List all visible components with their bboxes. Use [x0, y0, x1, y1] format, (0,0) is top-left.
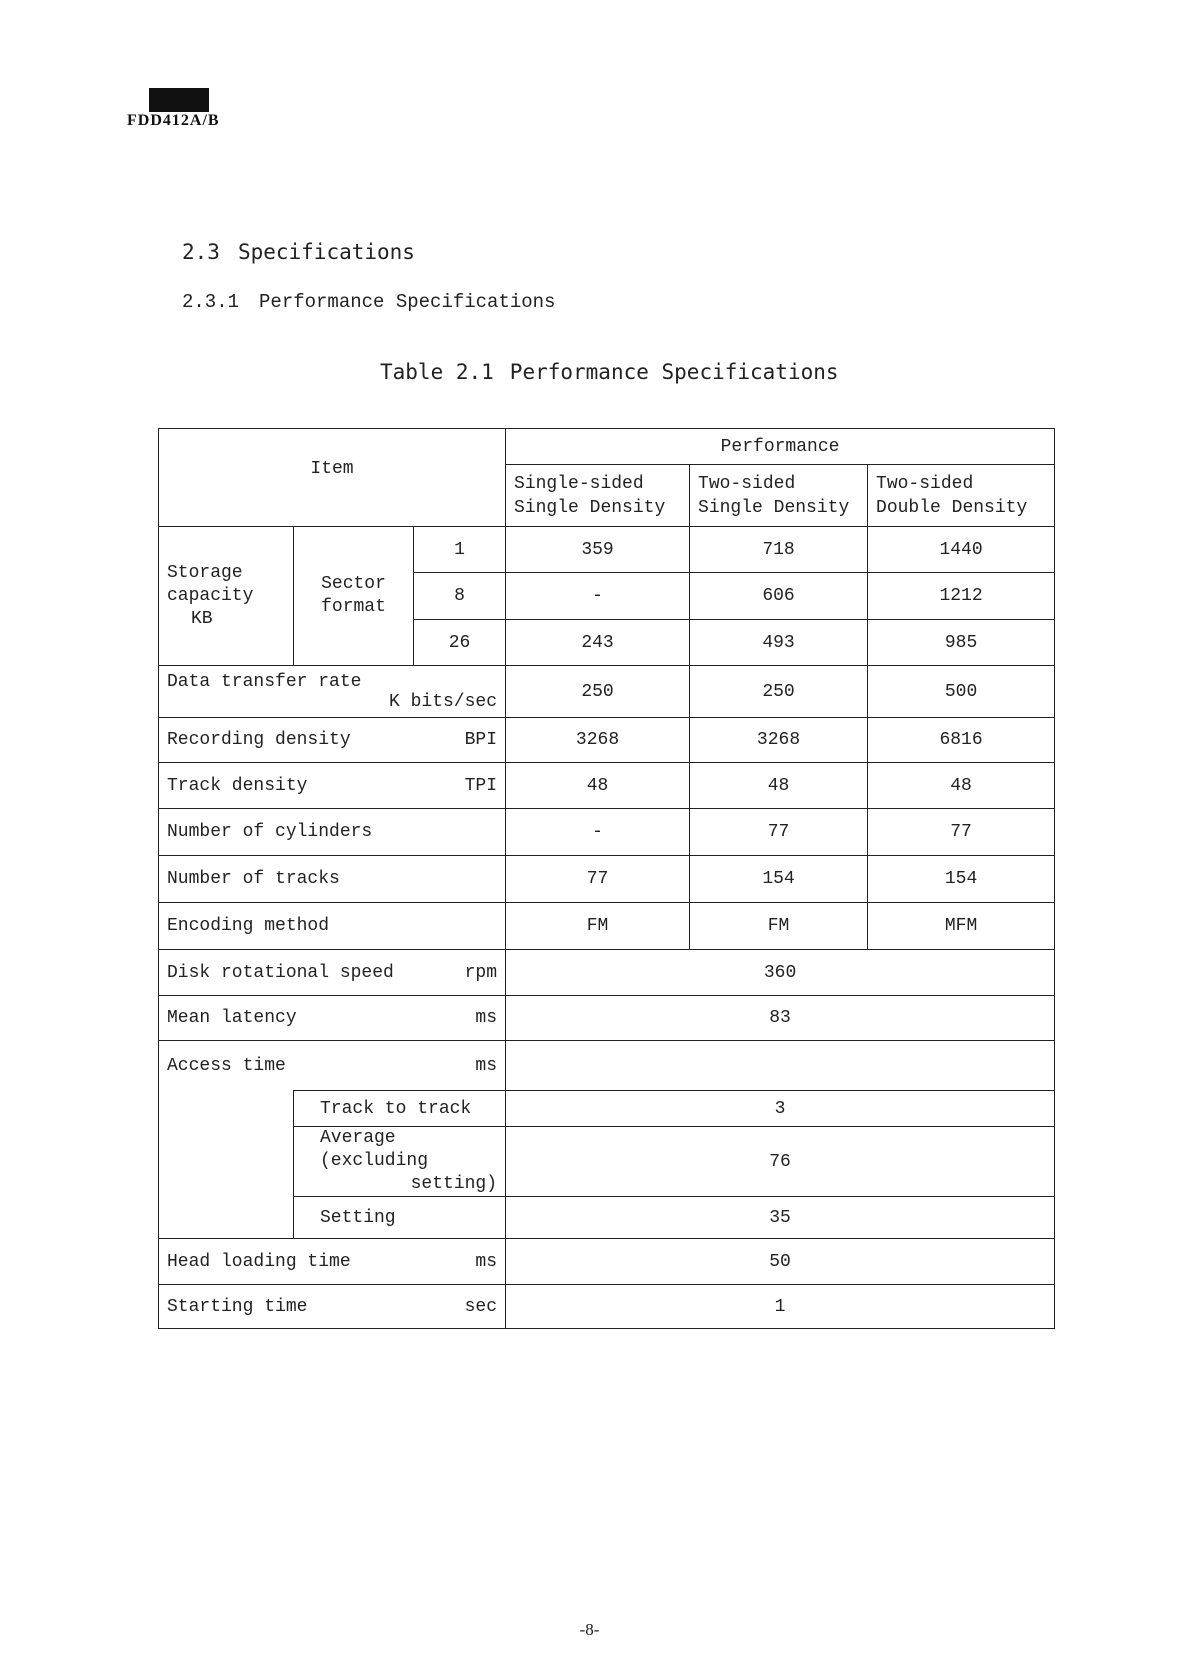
- value-cell: -: [506, 573, 690, 620]
- value-cell: 154: [868, 856, 1055, 903]
- performance-header: Performance: [506, 429, 1055, 465]
- value-cell: 154: [690, 856, 868, 903]
- rotational-speed-label: Disk rotational speed rpm: [159, 950, 506, 996]
- table-row: [159, 666, 1055, 718]
- table-row: [159, 1091, 1055, 1127]
- column-header-ts-dd: Two-sided Double Density: [868, 465, 1055, 527]
- indent-cell: [159, 1127, 294, 1197]
- value-cell: MFM: [868, 903, 1055, 950]
- value-cell: 50: [506, 1239, 1055, 1285]
- cylinders-label: Number of cylinders: [159, 809, 506, 856]
- value-cell: 243: [506, 620, 690, 666]
- table-row: [159, 1197, 1055, 1239]
- table-row: [159, 763, 1055, 809]
- value-cell: 250: [506, 666, 690, 718]
- value-cell: 3268: [690, 718, 868, 763]
- value-cell: 1: [506, 1285, 1055, 1329]
- subsection-title: Performance Specifications: [259, 291, 556, 313]
- indent-cell: [159, 1197, 294, 1239]
- value-cell: 35: [506, 1197, 1055, 1239]
- recording-density-label: Recording density BPI: [159, 718, 506, 763]
- tracks-label: Number of tracks: [159, 856, 506, 903]
- item-header: Item: [159, 429, 506, 527]
- table-row: [159, 950, 1055, 996]
- table-caption: [380, 360, 839, 384]
- value-cell: 76: [506, 1127, 1055, 1197]
- access-time-value-blank: [506, 1041, 1055, 1091]
- head-loading-label: Head loading time ms: [159, 1239, 506, 1285]
- table-row: [159, 1127, 1055, 1197]
- value-cell: 250: [690, 666, 868, 718]
- subsection-number: 2.3.1: [182, 291, 240, 313]
- value-cell: 48: [506, 763, 690, 809]
- mean-latency-label: Mean latency ms: [159, 996, 506, 1041]
- value-cell: 1440: [868, 527, 1055, 573]
- value-cell: 48: [868, 763, 1055, 809]
- indent-cell: [159, 1091, 294, 1127]
- table-row: [159, 527, 1055, 573]
- subsection-heading: [182, 291, 555, 313]
- value-cell: 493: [690, 620, 868, 666]
- sector-value: 1: [414, 527, 506, 573]
- performance-spec-table: [158, 428, 1055, 1329]
- table-row: [159, 903, 1055, 950]
- value-cell: FM: [506, 903, 690, 950]
- value-cell: 359: [506, 527, 690, 573]
- starting-time-label: Starting time sec: [159, 1285, 506, 1329]
- value-cell: -: [506, 809, 690, 856]
- model-header: FDD412A/B: [127, 112, 220, 129]
- table-caption-title: Performance Specifications: [509, 360, 839, 384]
- section-title: Specifications: [237, 240, 415, 264]
- value-cell: 3: [506, 1091, 1055, 1127]
- value-cell: 77: [506, 856, 690, 903]
- value-cell: 48: [690, 763, 868, 809]
- data-transfer-rate-label: Data transfer rate K bits/sec: [159, 666, 506, 718]
- sector-format-label: Sector format: [294, 527, 414, 666]
- value-cell: 360: [506, 950, 1055, 996]
- setting-label: Setting: [294, 1197, 506, 1239]
- track-to-track-label: Track to track: [294, 1091, 506, 1127]
- table-row: [159, 718, 1055, 763]
- value-cell: 3268: [506, 718, 690, 763]
- value-cell: 77: [868, 809, 1055, 856]
- value-cell: 83: [506, 996, 1055, 1041]
- section-number: 2.3: [182, 240, 220, 264]
- column-header-ss-sd: Single-sided Single Density: [506, 465, 690, 527]
- value-cell: 6816: [868, 718, 1055, 763]
- table-row: [159, 856, 1055, 903]
- value-cell: 1212: [868, 573, 1055, 620]
- page-number: -8-: [579, 1620, 600, 1639]
- table-row: [159, 1041, 1055, 1091]
- value-cell: 500: [868, 666, 1055, 718]
- table-row: [159, 809, 1055, 856]
- value-cell: FM: [690, 903, 868, 950]
- redaction-block: [149, 88, 209, 112]
- encoding-label: Encoding method: [159, 903, 506, 950]
- value-cell: 77: [690, 809, 868, 856]
- table-row: [159, 996, 1055, 1041]
- header-row-1: [159, 429, 1055, 465]
- value-cell: 985: [868, 620, 1055, 666]
- access-time-label: Access time ms: [159, 1041, 506, 1091]
- column-header-ts-sd: Two-sided Single Density: [690, 465, 868, 527]
- section-heading: [182, 240, 415, 264]
- sector-value: 26: [414, 620, 506, 666]
- sector-value: 8: [414, 573, 506, 620]
- table-row: [159, 1239, 1055, 1285]
- storage-capacity-label: Storage capacity KB: [159, 527, 294, 666]
- table-caption-label: Table 2.1: [380, 360, 494, 384]
- table-row: [159, 1285, 1055, 1329]
- average-label: Average (excluding setting): [294, 1127, 506, 1197]
- value-cell: 718: [690, 527, 868, 573]
- value-cell: 606: [690, 573, 868, 620]
- track-density-label: Track density TPI: [159, 763, 506, 809]
